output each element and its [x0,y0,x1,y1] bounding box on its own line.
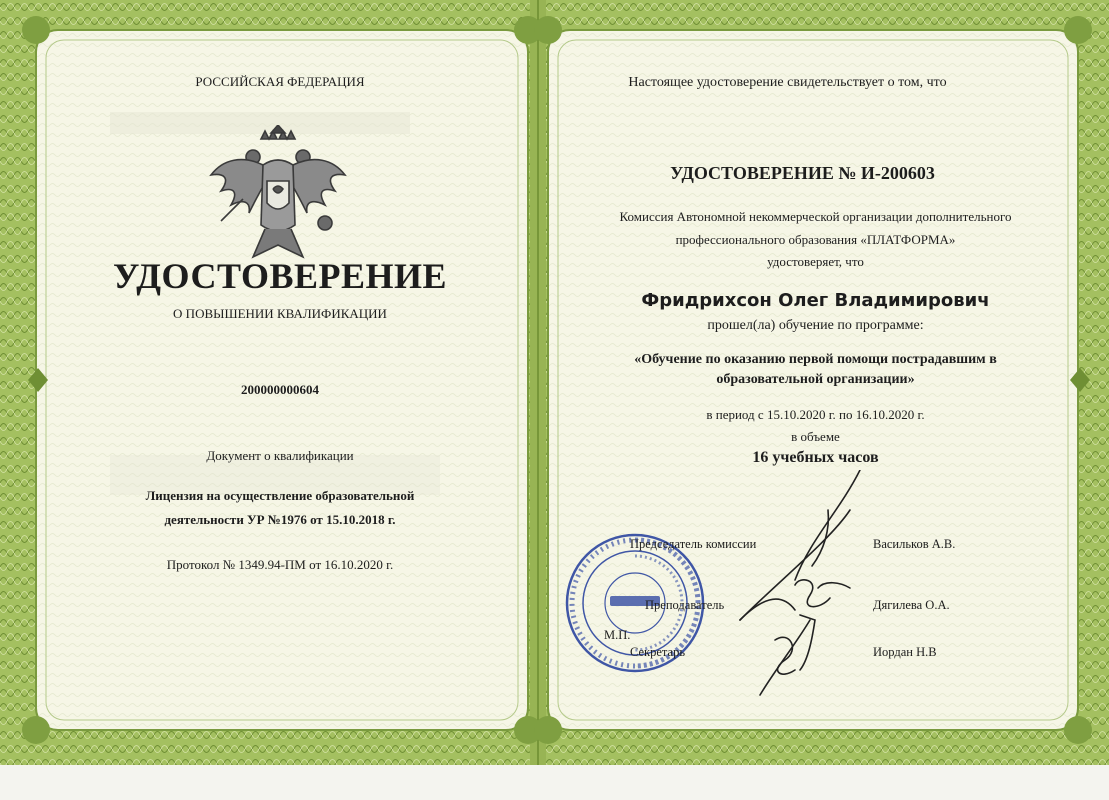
document-subtitle: О ПОВЫШЕНИИ КВАЛИФИКАЦИИ [173,306,387,321]
commission-line-1: Комиссия Автономной некоммерческой организации дополнительного [619,209,1012,224]
teacher-label: Преподаватель [645,598,725,612]
handwritten-signatures [700,470,900,700]
passed-training-label: прошел(ла) обучение по программе: [707,318,924,333]
program-line-1: «Обучение по оказанию первой помощи пострадавшим в [634,352,997,367]
volume-label: в объеме [791,429,840,444]
secretary-name: Иордан Н.В [873,645,937,659]
commission-line-2: профессионального образования «ПЛАТФОРМА» [675,232,956,247]
training-period: в период с 15.10.2020 г. по 16.10.2020 г. [706,407,925,422]
document-title: УДОСТОВЕРЕНИЕ [112,256,448,296]
training-hours: 16 учебных часов [752,449,879,466]
secretary-label: Секретарь [630,645,686,659]
certificate-number: УДОСТОВЕРЕНИЕ № И-200603 [670,163,935,183]
commission-line-3: удостоверяет, что [767,254,864,269]
program-line-2: образовательной организации» [716,372,915,387]
chair-label: Председатель комиссии [630,537,757,551]
certificate-header: Настоящее удостоверение свидетельствует о том, что [628,75,947,90]
license-line-1: Лицензия на осуществление образовательной [145,488,415,503]
chair-name: Васильков А.В. [873,537,956,551]
license-line-2: деятельности УР №1976 от 15.10.2018 г. [164,512,396,527]
scan-background [0,765,1109,800]
coat-of-arms-emblem [203,125,353,275]
country-name: РОССИЙСКАЯ ФЕДЕРАЦИЯ [195,74,365,89]
recipient-name: Фридрихсон Олег Владимирович [641,290,990,311]
teacher-name: Дягилева О.А. [873,598,950,612]
seal-mark: М.П. [604,628,631,642]
document-type: Документ о квалификации [206,448,354,463]
protocol-line: Протокол № 1349.94-ПМ от 16.10.2020 г. [166,557,394,572]
document-number: 200000000604 [241,382,319,397]
